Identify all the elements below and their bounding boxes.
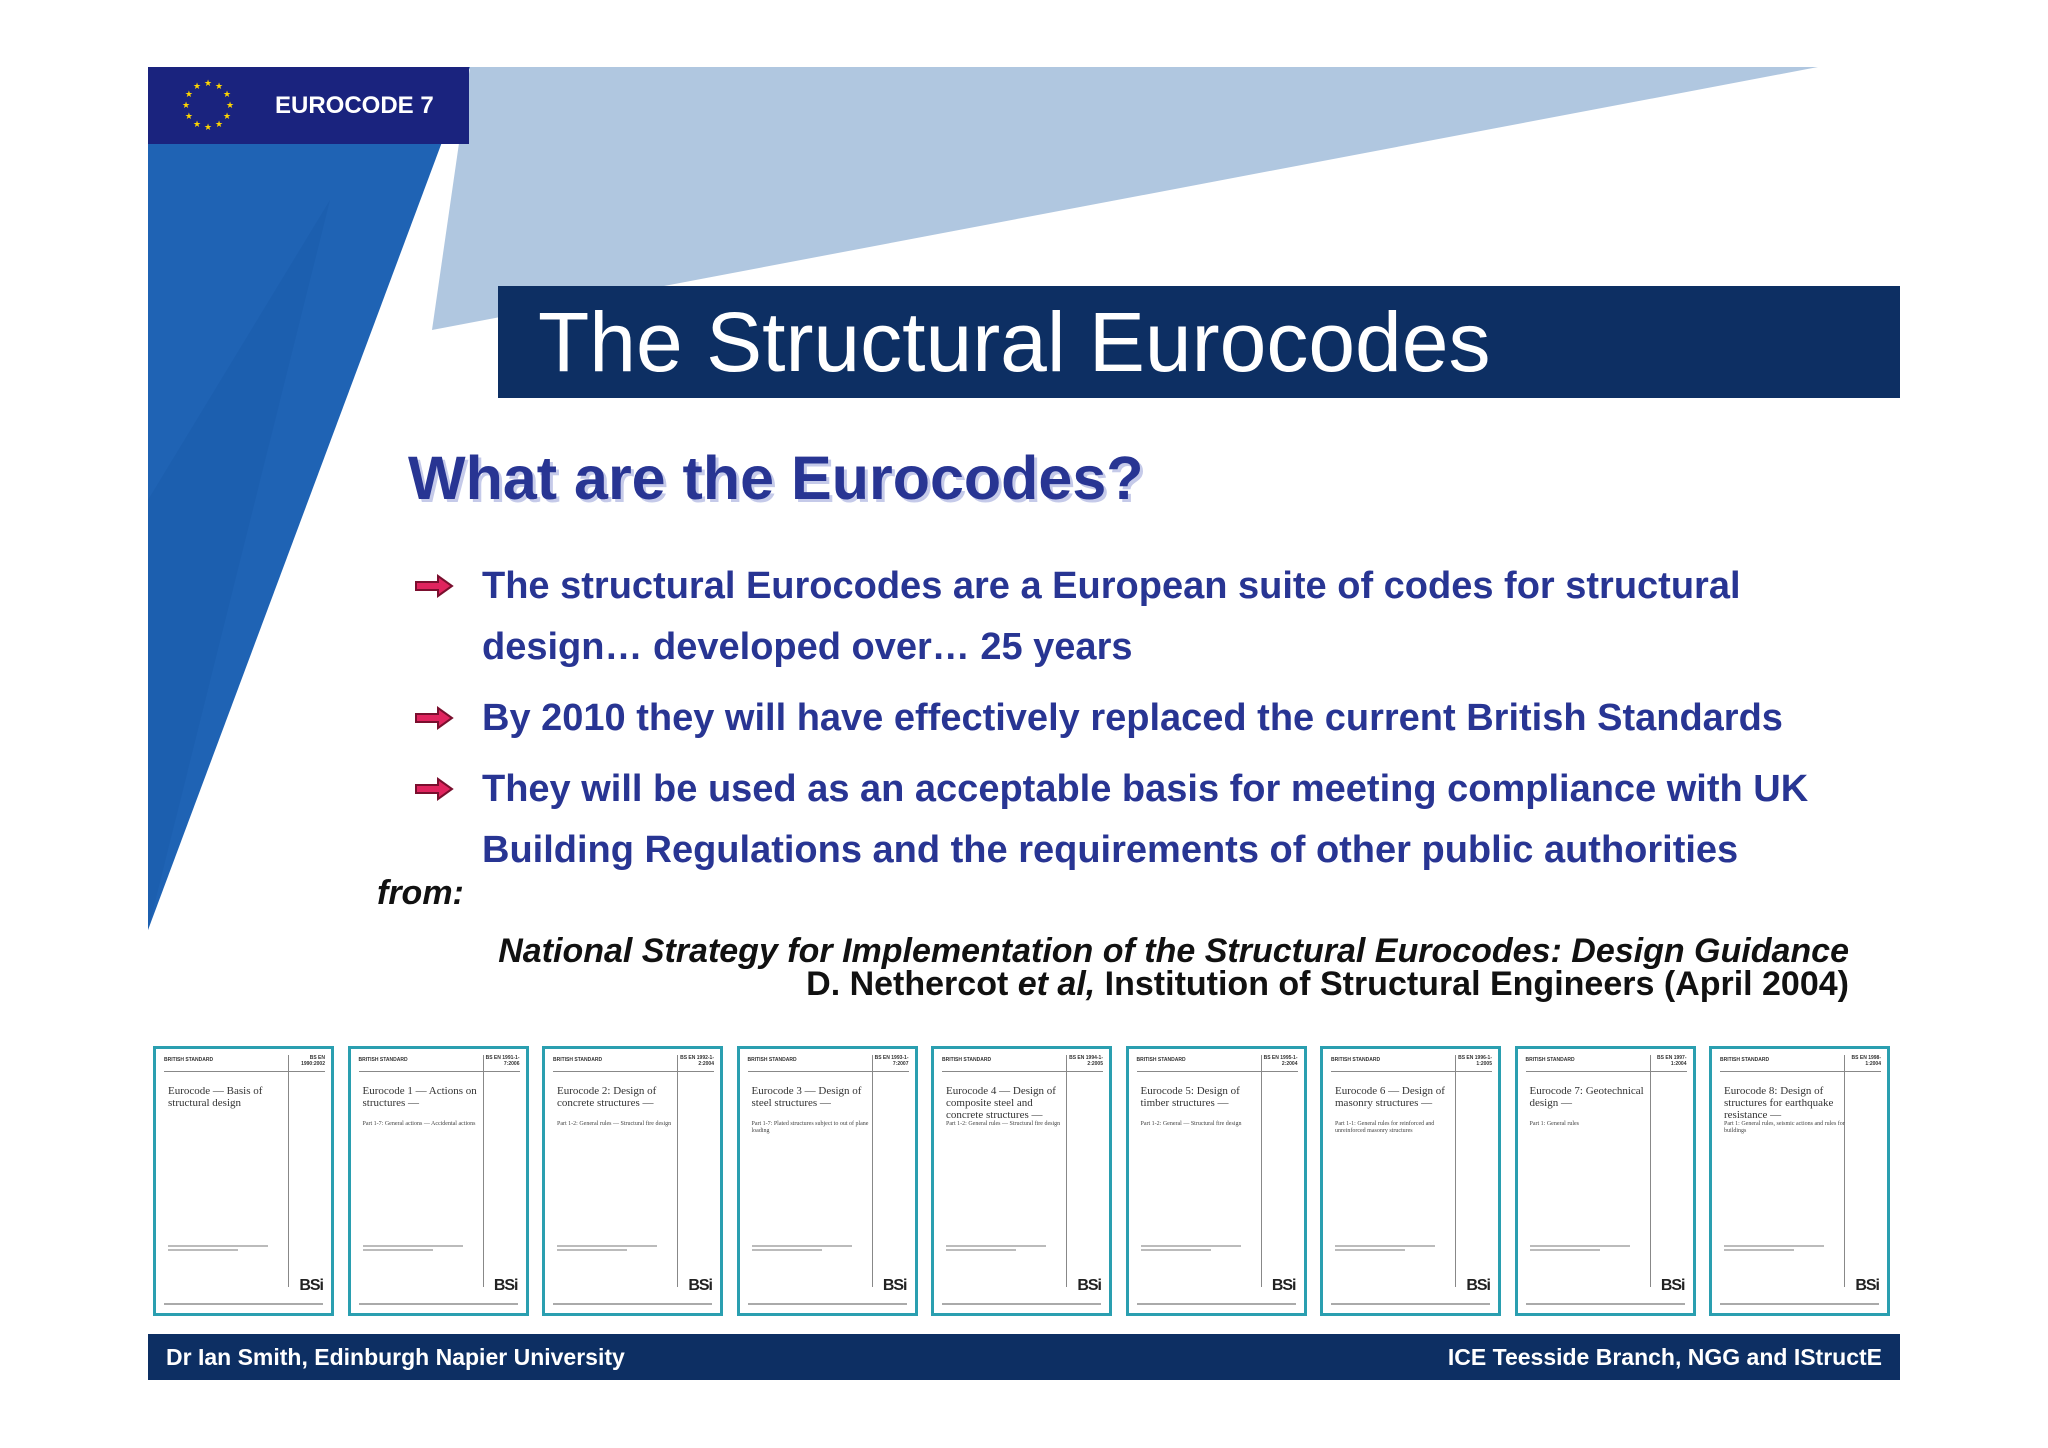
footer-bar	[148, 1334, 1900, 1380]
cover-footer-line	[1720, 1303, 1879, 1305]
eu-star-icon: ★	[214, 119, 224, 130]
cover-footer-line	[164, 1303, 323, 1305]
page-title: The Structural Eurocodes	[538, 295, 1491, 389]
cover-footer-line	[748, 1303, 907, 1305]
cover-fine-print	[168, 1245, 268, 1253]
source-authors	[806, 965, 1849, 1004]
cover-title: Eurocode — Basis of structural design	[168, 1085, 263, 1109]
eu-star-icon: ★	[203, 78, 213, 88]
bsi-logo-icon: BSi	[1466, 1277, 1490, 1294]
arrow-right-icon	[414, 573, 454, 599]
bsi-logo-icon: BSi	[882, 1277, 907, 1294]
arrow-right-icon	[414, 705, 454, 731]
eurocode-cover	[1709, 1046, 1890, 1316]
cover-code: BS EN 1997-1:2004	[1657, 1055, 1687, 1067]
eurocode-cover	[153, 1046, 334, 1316]
cover-divider	[1526, 1071, 1687, 1072]
cover-part: Part 1-2: General rules — Structural fire design	[946, 1121, 1061, 1127]
cover-divider	[164, 1071, 325, 1072]
cover-fine-print	[1530, 1245, 1630, 1253]
cover-code: BS EN 1994-1-2:2005	[1069, 1055, 1103, 1067]
cover-divider	[1720, 1071, 1881, 1072]
source-author-etal: et al,	[1017, 965, 1096, 1003]
cover-fine-print	[363, 1245, 463, 1253]
bullet-text: They will be used as an acceptable basis for meeting compliance with UK Building Regulations and the requirements of other public authorities	[482, 768, 1809, 871]
cover-fine-print	[946, 1245, 1046, 1253]
eu-star-icon: ★	[181, 100, 191, 110]
cover-part: Part 1-7: Plated structures subject to out of plane loading	[751, 1121, 869, 1134]
eu-star-icon: ★	[225, 100, 235, 110]
eurocode-covers	[153, 1046, 1893, 1316]
cover-fine-print	[1141, 1245, 1241, 1253]
eu-star-icon: ★	[192, 119, 202, 130]
cover-part: Part 1-1: General rules for reinforced and unreinforced masonry structures	[1335, 1121, 1435, 1134]
cover-title: Eurocode 6 — Design of masonry structures —	[1335, 1085, 1445, 1109]
cover-header: BRITISH STANDARD	[553, 1057, 603, 1063]
source-title: National Strategy for Implementation of the Structural Eurocodes: Design Guidance	[498, 932, 1849, 970]
eu-star-icon: ★	[203, 122, 213, 132]
cover-fine-print	[1335, 1245, 1435, 1253]
cover-header: BRITISH STANDARD	[164, 1057, 214, 1063]
source-from-label: from:	[377, 874, 464, 912]
cover-code: BS EN 1990:2002	[301, 1055, 325, 1067]
bullet-text: By 2010 they will have effectively replaced the current British Standards	[482, 697, 1783, 739]
eurocode-cover	[1126, 1046, 1307, 1316]
eurocode-cover	[931, 1046, 1112, 1316]
cover-part: Part 1: General rules	[1529, 1121, 1579, 1127]
cover-part: Part 1-2: General — Structural fire design	[1140, 1121, 1242, 1127]
eu-star-icon: ★	[192, 80, 202, 91]
cover-title: Eurocode 1 — Actions on structures —	[362, 1085, 477, 1109]
cover-divider	[553, 1071, 714, 1072]
eurocode-cover	[348, 1046, 529, 1316]
cover-title: Eurocode 5: Design of timber structures —	[1140, 1085, 1240, 1109]
cover-title: Eurocode 4 — Design of composite steel and concrete structures —	[946, 1085, 1056, 1121]
eu-flag-icon	[178, 75, 238, 135]
eu-star-icon: ★	[223, 111, 232, 121]
eurocode-cover	[737, 1046, 918, 1316]
cover-header: BRITISH STANDARD	[1525, 1057, 1575, 1063]
title-bar	[498, 286, 1900, 398]
cover-part: Part 1: General rules, seismic actions and rules for buildings	[1724, 1121, 1845, 1134]
cover-code: BS EN 1995-1-2:2004	[1263, 1055, 1298, 1067]
bsi-logo-icon: BSi	[1077, 1277, 1101, 1294]
cover-title: Eurocode 2: Design of concrete structures —	[557, 1085, 657, 1109]
bullet-item	[412, 759, 1882, 881]
cover-divider	[748, 1071, 909, 1072]
slide-subtitle: What are the Eurocodes?	[408, 444, 1144, 512]
cover-header: BRITISH STANDARD	[1331, 1057, 1381, 1063]
cover-code: BS EN 1996-1-1:2005	[1458, 1055, 1492, 1067]
cover-header: BRITISH STANDARD	[1136, 1057, 1186, 1063]
cover-footer-line	[1526, 1303, 1685, 1305]
cover-footer-line	[942, 1303, 1101, 1305]
footer-organisation: ICE Teesside Branch, NGG and IStructE	[1447, 1344, 1882, 1370]
bsi-logo-icon: BSi	[688, 1277, 712, 1294]
bullet-list	[412, 556, 1882, 891]
cover-code: BS EN 1993-1-7:2007	[874, 1055, 909, 1067]
bsi-logo-icon: BSi	[493, 1277, 518, 1294]
cover-code: BS EN 1991-1-7:2006	[485, 1055, 520, 1067]
cover-part: Part 1-7: General actions — Accidental actions	[362, 1121, 476, 1127]
cover-fine-print	[557, 1245, 657, 1253]
cover-divider	[359, 1071, 520, 1072]
eurocode-cover	[1515, 1046, 1696, 1316]
cover-fine-print	[752, 1245, 852, 1253]
cover-title: Eurocode 3 — Design of steel structures —	[751, 1085, 862, 1109]
bsi-logo-icon: BSi	[1271, 1277, 1296, 1294]
bullet-item	[412, 688, 1882, 749]
bullet-item	[412, 556, 1852, 678]
cover-header: BRITISH STANDARD	[747, 1057, 797, 1063]
eu-star-icon: ★	[214, 80, 224, 91]
cover-part: Part 1-2: General rules — Structural fire design	[557, 1121, 672, 1127]
eu-star-icon: ★	[184, 111, 193, 121]
eurocode-cover	[1320, 1046, 1501, 1316]
source-institution: Institution of Structural Engineers (April 2004)	[1104, 965, 1849, 1003]
cover-code: BS EN 1992-1-2:2004	[680, 1055, 714, 1067]
badge-label: EUROCODE 7	[275, 92, 434, 119]
cover-fine-print	[1724, 1245, 1824, 1253]
cover-footer-line	[359, 1303, 518, 1305]
cover-divider	[942, 1071, 1103, 1072]
cover-footer-line	[553, 1303, 712, 1305]
eurocode-cover	[542, 1046, 723, 1316]
eu-star-icon: ★	[223, 89, 232, 99]
cover-divider	[1331, 1071, 1492, 1072]
cover-header: BRITISH STANDARD	[942, 1057, 992, 1063]
bullet-text: The structural Eurocodes are a European suite of codes for structural design… developed over… 25 years	[482, 565, 1741, 668]
bsi-logo-icon: BSi	[299, 1277, 323, 1294]
cover-divider	[1137, 1071, 1298, 1072]
eu-star-icon: ★	[184, 89, 193, 99]
footer-author: Dr Ian Smith, Edinburgh Napier University	[166, 1344, 625, 1370]
arrow-right-icon	[414, 776, 454, 802]
cover-header: BRITISH STANDARD	[358, 1057, 408, 1063]
bsi-logo-icon: BSi	[1855, 1277, 1879, 1294]
source-author-name: D. Nethercot	[806, 965, 1009, 1003]
cover-title: Eurocode 7: Geotechnical design —	[1529, 1085, 1644, 1109]
bsi-logo-icon: BSi	[1660, 1277, 1685, 1294]
cover-footer-line	[1137, 1303, 1296, 1305]
cover-title: Eurocode 8: Design of structures for earthquake resistance —	[1724, 1085, 1834, 1121]
cover-header: BRITISH STANDARD	[1720, 1057, 1770, 1063]
cover-code: BS EN 1998-1:2004	[1851, 1055, 1881, 1067]
cover-footer-line	[1331, 1303, 1490, 1305]
eurocode-badge	[148, 67, 469, 144]
